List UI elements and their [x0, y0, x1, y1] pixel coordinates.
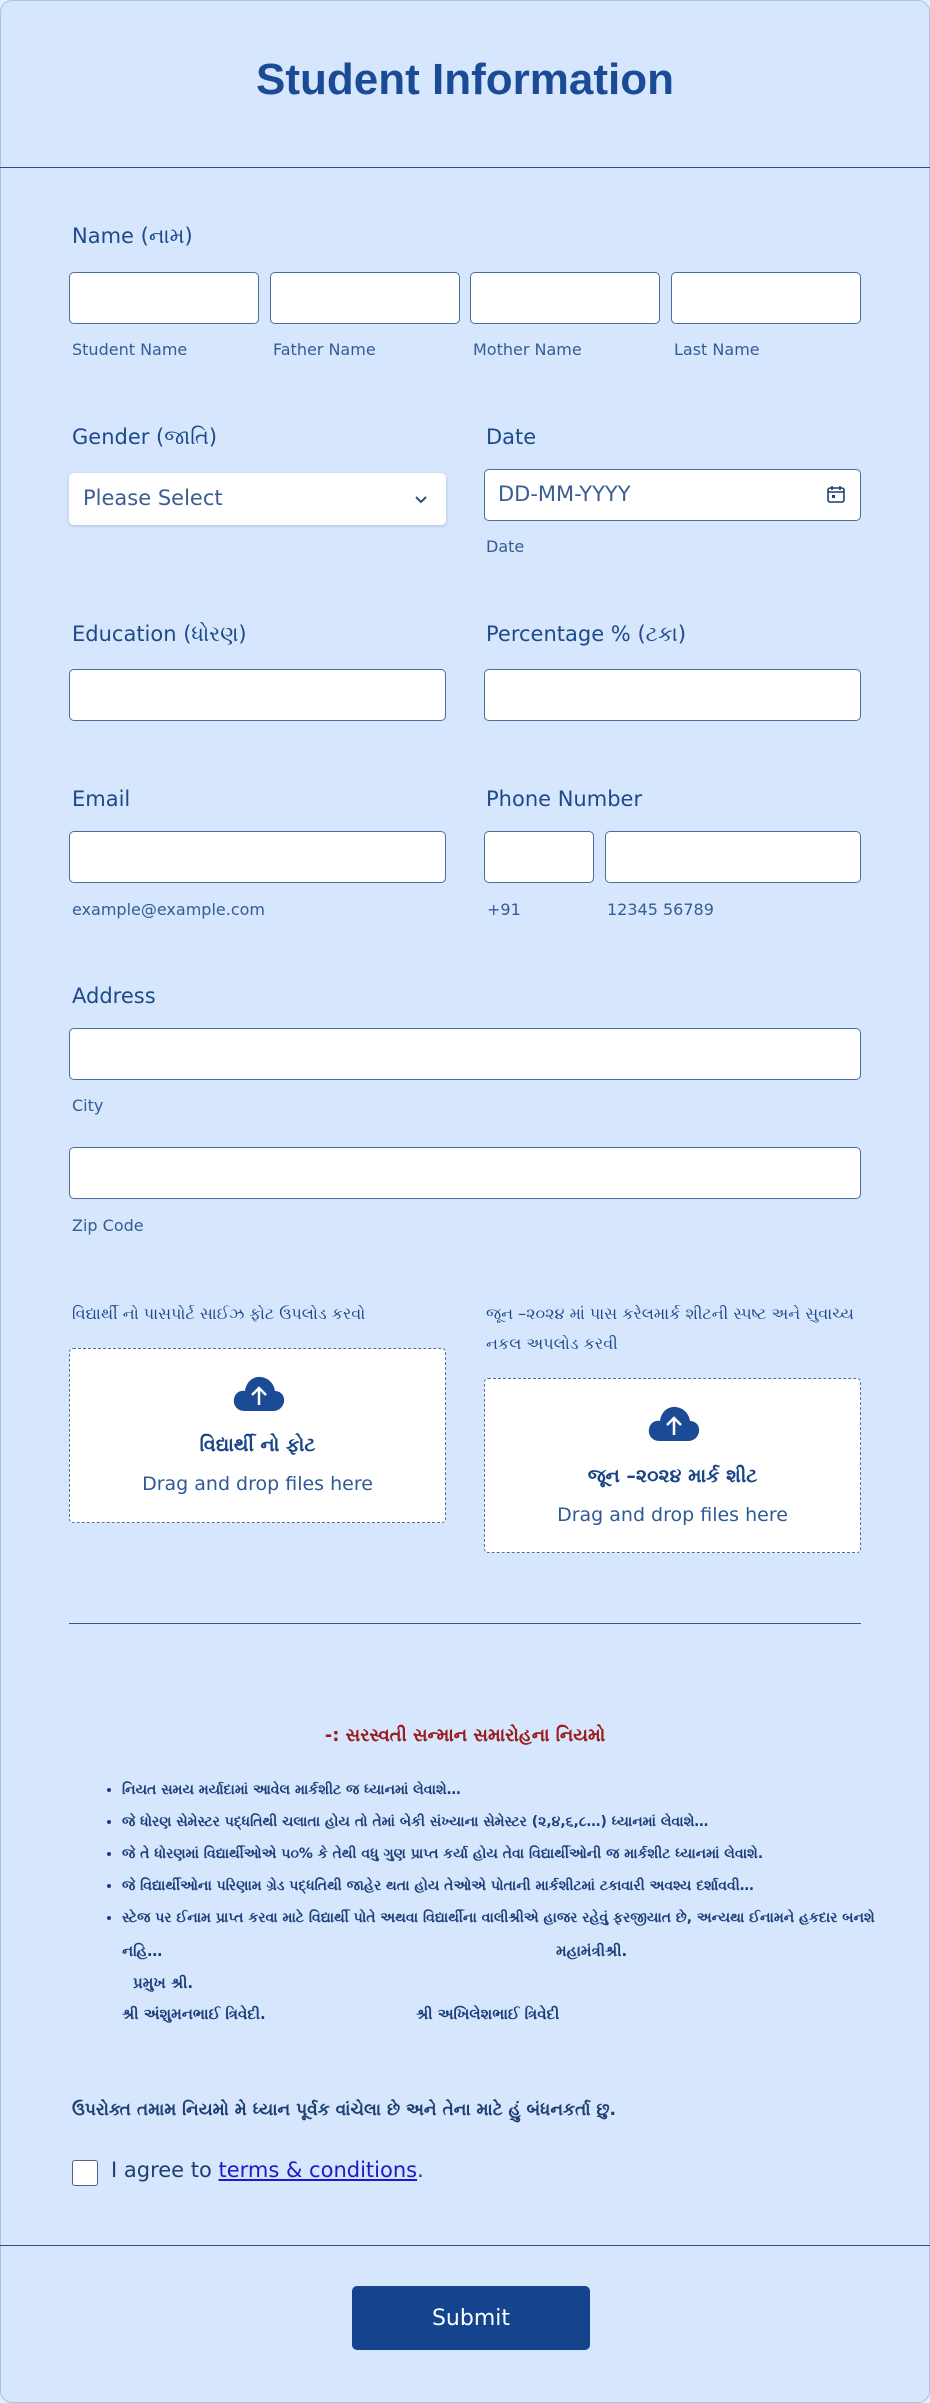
cloud-upload-icon	[232, 1373, 286, 1417]
photo-upload-hint: Drag and drop files here	[142, 1473, 373, 1495]
signatory-1: શ્રી અંશુમનભાઈ ત્રિવેદી.	[122, 2005, 266, 2023]
email-label: Email	[72, 787, 131, 811]
submit-button[interactable]: Submit	[352, 2286, 590, 2350]
rule-item: • સ્ટેજ પર ઈનામ પ્રાપ્ત કરવા માટે વિદ્યાર્થી પોતે અથવા વિદ્યાર્થીના વાલીશ્રીએ હાજર રહેવું ફરજીયાત છે, અન્યથા ઈનામને હકદાર બનશે	[122, 1902, 892, 1934]
mother-name-sublabel: Mother Name	[473, 340, 582, 359]
phone-number-sublabel: 12345 56789	[607, 900, 714, 919]
gender-selected-value: Please Select	[83, 486, 223, 510]
date-sublabel: Date	[486, 537, 525, 556]
cloud-upload-icon	[647, 1403, 701, 1447]
email-input[interactable]	[69, 831, 446, 883]
city-sublabel: City	[72, 1096, 104, 1115]
footer-divider	[0, 2245, 930, 2246]
zip-code-sublabel: Zip Code	[72, 1216, 144, 1235]
terms-checkbox[interactable]	[72, 2160, 98, 2186]
mahamantri-label: મહામંત્રીશ્રી.	[556, 1942, 628, 1960]
rule-item: • જે વિદ્યાર્થીઓના પરિણામ ગ્રેડ પદ્ધતિથી જાહેર થતા હોય તેઓએ પોતાની માર્કશીટમાં ટકાવારી અવશ્ય દર્શાવવી…	[122, 1870, 892, 1902]
address-label: Address	[72, 984, 156, 1008]
marksheet-upload-label-line1: જૂન –૨૦૨૪ માં પાસ કરેલમાર્ક શીટની સ્પષ્ટ અને સુવાચ્ય	[486, 1304, 854, 1323]
signatory-2: શ્રી અખિલેશભાઈ ત્રિવેદી	[416, 2005, 560, 2023]
city-input[interactable]	[69, 1028, 861, 1080]
phone-number-input[interactable]	[605, 831, 861, 883]
chevron-down-icon	[413, 491, 429, 511]
date-input[interactable]	[484, 469, 861, 521]
terms-prefix: I agree to	[111, 2158, 219, 2182]
terms-link[interactable]: terms & conditions	[218, 2158, 418, 2182]
terms-suffix: .	[417, 2158, 424, 2182]
phone-code-sublabel: +91	[487, 900, 521, 919]
rules-heading: -: સરસ્વતી સન્માન સમારોહના નિયમો	[324, 1725, 606, 1746]
marksheet-upload-title: જૂન –૨૦૨૪ માર્ક શીટ	[587, 1465, 758, 1487]
rule-item: • જે તે ધોરણમાં વિદ્યાર્થીઓએ ૫૦% કે તેથી વધુ ગુણ પ્રાપ્ત કર્યા હોય તેવા વિદ્યાર્થીઓની જ માર્કશીટ ધ્યાનમાં લેવાશે.	[122, 1838, 892, 1870]
student-name-sublabel: Student Name	[72, 340, 188, 359]
education-input[interactable]	[69, 669, 446, 721]
zip-code-input[interactable]	[69, 1147, 861, 1199]
photo-upload-label: વિદ્યાર્થી નો પાસપોર્ટ સાઈઝ ફોટ ઉપલોડ કરવો	[72, 1304, 366, 1323]
marksheet-upload-dropzone[interactable]	[484, 1378, 861, 1553]
percentage-input[interactable]	[484, 669, 861, 721]
rule-item: • નિયત સમય મર્યાદામાં આવેલ માર્કશીટ જ ધ્યાનમાં લેવાશે…	[122, 1774, 892, 1806]
gender-label: Gender (જાતિ)	[72, 425, 218, 449]
calendar-icon[interactable]	[826, 484, 846, 508]
rule-continuation: નહિ…	[122, 1942, 163, 1960]
education-label: Education (ધોરણ)	[72, 622, 247, 646]
pramukh-label: પ્રમુખ શ્રી.	[133, 1974, 194, 1992]
date-placeholder: DD-MM-YYYY	[498, 482, 631, 506]
photo-upload-title: વિદ્યાર્થી નો ફોટ	[199, 1434, 316, 1456]
gender-select[interactable]	[69, 473, 446, 525]
last-name-input[interactable]	[671, 272, 861, 324]
phone-label: Phone Number	[486, 787, 643, 811]
father-name-input[interactable]	[270, 272, 460, 324]
mother-name-input[interactable]	[470, 272, 660, 324]
email-sublabel: example@example.com	[72, 900, 265, 919]
name-label: Name (નામ)	[72, 224, 193, 248]
last-name-sublabel: Last Name	[674, 340, 760, 359]
terms-text	[111, 2158, 424, 2182]
rule-item: • જે ધોરણ સેમેસ્ટર પદ્ધતિથી ચલાતા હોય તો તેમાં બેકી સંખ્યાના સેમેસ્ટર (૨,૪,૬,૮…) ધ્યાનમાં લેવાશે…	[122, 1806, 892, 1838]
photo-upload-dropzone[interactable]	[69, 1348, 446, 1523]
date-label: Date	[486, 425, 537, 449]
student-name-input[interactable]	[69, 272, 259, 324]
marksheet-upload-hint: Drag and drop files here	[557, 1504, 788, 1526]
header-divider	[0, 167, 930, 168]
section-divider	[69, 1623, 861, 1624]
agreement-statement: ઉપરોક્ત તમામ નિયમો મે ધ્યાન પૂર્વક વાંચેલા છે અને તેના માટે હું બંધનકર્તા છુ.	[72, 2100, 616, 2120]
father-name-sublabel: Father Name	[273, 340, 376, 359]
rules-list	[96, 1774, 892, 1934]
percentage-label: Percentage % (ટકા)	[486, 622, 687, 646]
phone-country-code-input[interactable]	[484, 831, 594, 883]
page-title: Student Information	[256, 55, 674, 104]
marksheet-upload-label-line2: નકલ અપલોડ કરવી	[486, 1334, 618, 1353]
